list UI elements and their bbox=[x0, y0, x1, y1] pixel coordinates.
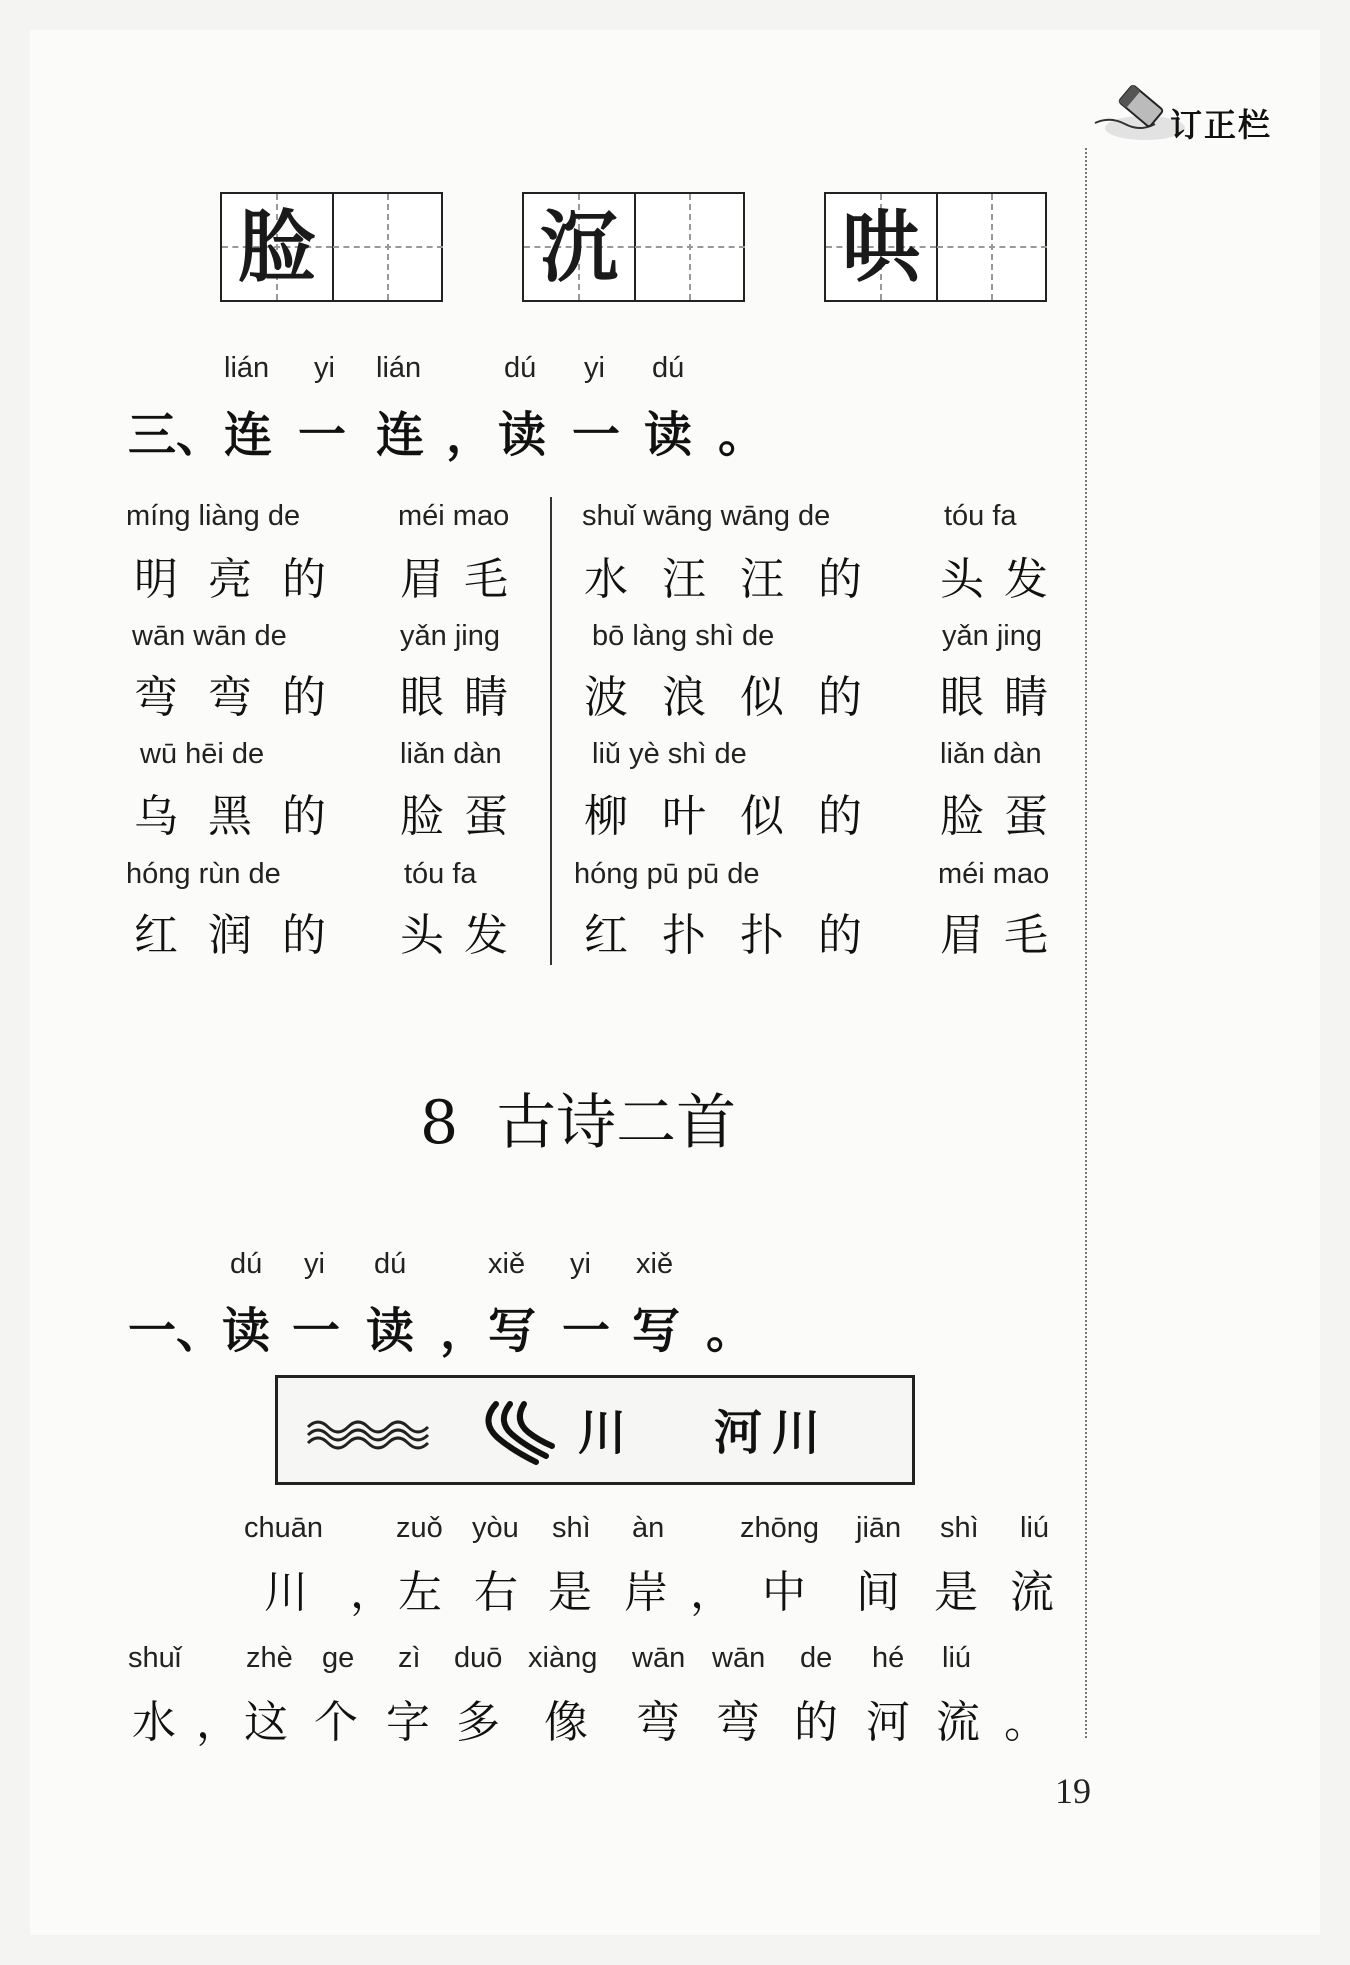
lesson-title bbox=[420, 1075, 736, 1161]
river-glyph: 川 bbox=[578, 1405, 627, 1461]
writing-grid-hong[interactable] bbox=[824, 192, 1047, 302]
river-character-box bbox=[275, 1375, 915, 1485]
writing-grid-chen[interactable] bbox=[522, 192, 745, 302]
grid-character: 哄 bbox=[841, 202, 920, 293]
river-waves-icon bbox=[306, 1413, 436, 1453]
grid-character: 沉 bbox=[539, 202, 618, 293]
river-word: 河川 bbox=[714, 1405, 831, 1461]
river-pictograph-icon bbox=[476, 1398, 556, 1468]
empty-writing-cell bbox=[937, 194, 1047, 300]
correction-column-label: 订正栏 bbox=[1170, 106, 1273, 144]
empty-writing-cell bbox=[333, 194, 443, 300]
grid-character: 脸 bbox=[237, 202, 316, 293]
writing-grid-lian[interactable] bbox=[220, 192, 443, 302]
lesson-name: 古诗二首 bbox=[496, 1088, 737, 1158]
empty-writing-cell bbox=[635, 194, 745, 300]
correction-divider bbox=[1085, 148, 1087, 1738]
page-number: 19 bbox=[1055, 1771, 1091, 1811]
matching-divider bbox=[550, 497, 552, 965]
lesson-number: 8 bbox=[420, 1088, 459, 1158]
